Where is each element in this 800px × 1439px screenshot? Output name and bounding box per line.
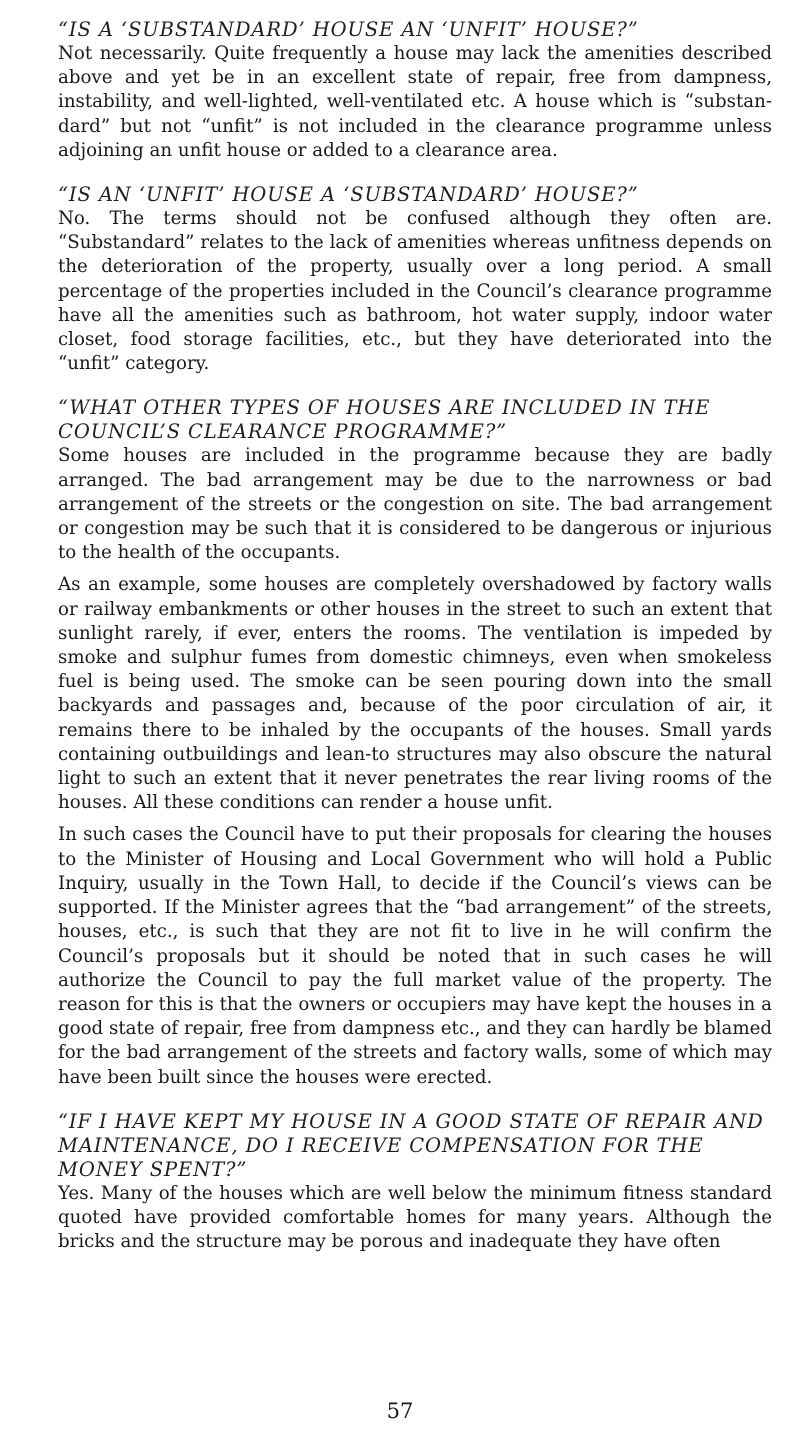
- section-heading: “IS AN ‘UNFIT’ HOUSE A ‘SUBSTANDARD’ HOUSE?”: [58, 183, 639, 207]
- section-compensation: [58, 1110, 772, 1255]
- paragraph: Not necessarily. Quite frequently a house may lack the amenities described above and yet be in an excellent state of repair, free from dampness, instability, and well-lighted, well-ventilated etc. A house which is “substan-dard” but not “unfit” is not included in the clearance programme unless adjoining an unfit house or added to a clearance area.: [58, 43, 772, 161]
- paragraph: In such cases the Council have to put their proposals for clearing the houses to the Minister of Housing and Local Government who will hold a Public Inquiry, usually in the Town Hall, to decide if the Council’s views can be supported. If the Minister agrees that the “bad arrangement” of the streets, houses, etc., is such that they are not fit to live in he will confirm the Council’s proposals but it should be noted that in such cases he will authorize the Council to pay the full market value of the property. The reason for this is that the owners or occupiers may have kept the houses in a good state of repair, free from dampness etc., and they can hardly be blamed for the bad arrangement of the streets and factory walls, some of which may have been built since the houses were erected.: [58, 824, 772, 1088]
- section-heading: “WHAT OTHER TYPES OF HOUSES ARE INCLUDED IN THE COUNCIL’S CLEARANCE PROGRAMME?”: [58, 396, 711, 444]
- document-page: [58, 18, 772, 1274]
- page-number: 57: [386, 1399, 414, 1423]
- paragraph: Some houses are included in the programme because they are badly arranged. The bad arrangement may be due to the narrowness or bad arrangement of the streets or the congestion on site. The bad arrangement or congestion may be such that it is considered to be dangerous or injurious to the health of the occupants.: [58, 445, 772, 564]
- paragraph: No. The terms should not be confused although they often are. “Substandard” relates to the lack of amenities whereas unfitness depends on the deterioration of the property, usually over a long period. A small percentage of the properties included in the Council’s clearance programme have all the amenities such as bathroom, hot water supply, indoor water closet, food storage facilities, etc., but they have deteriorated into the “unfit” category.: [58, 208, 772, 375]
- section-unfit-vs-substandard: [58, 183, 772, 376]
- section-substandard-vs-unfit: [58, 18, 772, 163]
- section-heading: “IS A ‘SUBSTANDARD’ HOUSE AN ‘UNFIT’ HOUSE?”: [58, 18, 639, 41]
- paragraph: As an example, some houses are completely overshadowed by factory walls or railway embankments or other houses in the street to such an extent that sunlight rarely, if ever, enters the rooms. The ventilation is impeded by smoke and sulphur fumes from domestic chimneys, even when smokeless fuel is being used. The smoke can be seen pouring down into the small backyards and passages and, because of the poor circulation of air, it remains there to be inhaled by the occupants of the houses. Small yards containing outbuildings and lean-to structures may also obscure the natural light to such an extent that it never penetrates the rear living rooms of the houses. All these conditions can render a house unfit.: [58, 574, 772, 814]
- section-other-types: [58, 396, 772, 1089]
- section-heading: “IF I HAVE KEPT MY HOUSE IN A GOOD STATE OF REPAIR AND MAINTENANCE, DO I RECEIVE COMPENSATION FOR THE MONEY SPENT?”: [58, 1109, 764, 1181]
- paragraph: Yes. Many of the houses which are well below the minimum fitness standard quoted have provided comfortable homes for many years. Although the bricks and the structure may be porous and inadequate they have often: [58, 1182, 772, 1253]
